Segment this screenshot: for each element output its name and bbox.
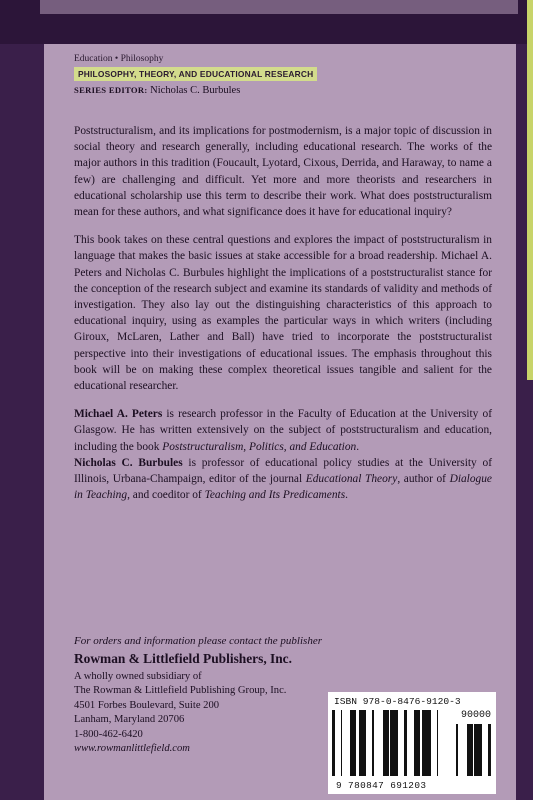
barcode-bar xyxy=(390,710,392,776)
barcode-bar xyxy=(354,710,356,776)
subject-categories: Education • Philosophy xyxy=(74,54,164,64)
bio-text: , author of xyxy=(397,473,450,486)
bio-text: , and coeditor of xyxy=(127,489,205,502)
barcode-bar xyxy=(392,710,395,776)
series-title: PHILOSOPHY, THEORY, AND EDUCATIONAL RESEARCH xyxy=(74,67,317,81)
isbn-barcode xyxy=(328,692,496,794)
barcode-bar xyxy=(479,724,480,776)
barcode-bar xyxy=(416,710,419,776)
author-name-peters: Michael A. Peters xyxy=(74,408,163,421)
barcode-bar xyxy=(396,710,398,776)
description-paragraph-2: This book takes on these central questions and explores the impact of poststructuralism in language that makes the basic issues at stake accessible for a broad readership. Michael A. Peters and Nicholas C. Burbules highlight the implications of a poststructuralist stance for the conception of the research subject and examine its standards of validity and methods of investigation. They also lay out the distinguishing characteristics of this approach to educational inquiry, using as examples the particular ways in which writers (including Giroux, McLaren, Lather and Ball) have tried to incorporate the poststructuralist perspective into their investigations of educational issues. The emphasis throughout this book will be on making these complex theoretical issues tangible and salient for the educational researcher. xyxy=(74,234,492,393)
barcode-bar xyxy=(362,710,365,776)
barcode-bar xyxy=(467,724,468,776)
barcode-bar xyxy=(341,710,342,776)
orders-intro: For orders and information please contact the publisher xyxy=(74,635,322,647)
bio-text: . xyxy=(345,489,348,502)
barcode-bar xyxy=(350,710,353,776)
barcode-bar xyxy=(372,710,374,776)
ean-digits: 9 780847 691203 xyxy=(336,780,427,791)
address-line: The Rowman & Littlefield Publishing Group, Inc. xyxy=(74,685,287,697)
isbn-number: ISBN 978-0-8476-9120-3 xyxy=(334,696,461,707)
author-bio-burbules xyxy=(74,455,492,504)
barcode-bar xyxy=(419,710,420,776)
series-editor xyxy=(74,85,496,96)
barcode-bar xyxy=(470,724,473,776)
series-editor-name: Nicholas C. Burbules xyxy=(150,85,241,96)
barcode-bar xyxy=(383,710,384,776)
barcode-bar xyxy=(353,710,354,776)
barcode-bar xyxy=(422,710,425,776)
address-line: 4501 Forbes Boulevard, Suite 200 xyxy=(74,699,220,711)
barcode-bar xyxy=(474,724,476,776)
address-line: Lanham, Maryland 20706 xyxy=(74,714,185,726)
phone-number: 1-800-462-6420 xyxy=(74,728,143,740)
barcode-bar xyxy=(480,724,482,776)
spine-accent-stripe xyxy=(527,0,533,380)
cover-top-strip xyxy=(0,0,533,44)
series-header xyxy=(74,54,496,96)
bio-text: is research professor in the Faculty of Education at the University of Glasgow. He has written extensively on the subject of poststructuralism and education, including the book xyxy=(74,408,492,453)
description-paragraph-1: Poststructuralism, and its implications for postmodernism, is a major topic of discussion in social theory and research generally, including educational research. The works of the major authors in this tradition (Foucault, Lyotard, Cixous, Derrida, and Haraway, to name a few) are challenging and difficult. Yet more and more theorists and researchers in educational scholarship use this term to describe their work. What does poststructuralism mean for these authors, and what significance does it have for educational inquiry? xyxy=(74,125,492,219)
series-editor-label: SERIES EDITOR: xyxy=(74,85,148,95)
barcode-bar xyxy=(365,710,366,776)
book-title: Teaching and Its Predicaments xyxy=(204,489,346,502)
book-description xyxy=(74,123,492,503)
barcode-bars xyxy=(332,710,444,776)
barcode-bar xyxy=(488,724,491,776)
author-bio-peters xyxy=(74,406,492,455)
barcode-bar xyxy=(456,724,458,776)
barcode-bar xyxy=(359,710,360,776)
bio-text: is professor of educational policy studies at the University of Illinois, Urbana-Champaign, editor of the journal xyxy=(74,456,492,486)
barcode-bar xyxy=(386,710,389,776)
barcode-bar xyxy=(404,710,407,776)
barcode-bar xyxy=(426,710,428,776)
price-barcode-bars xyxy=(452,724,492,776)
address-line: A wholly owned subsidiary of xyxy=(74,671,202,682)
barcode-bar xyxy=(476,724,479,776)
barcode-bar xyxy=(414,710,416,776)
barcode-bar xyxy=(384,710,386,776)
barcode-bar xyxy=(395,710,396,776)
bio-text: . xyxy=(356,440,360,453)
book-title: Poststructuralism, Politics, and Education xyxy=(162,440,357,453)
author-name-burbules: Nicholas C. Burbules xyxy=(74,456,183,469)
barcode-bar xyxy=(428,710,431,776)
cover-top-edge xyxy=(40,0,518,14)
book-title: Dialogue in Teaching xyxy=(74,473,492,502)
barcode-bar xyxy=(360,710,362,776)
publisher-website: www.rowmanlittlefield.com xyxy=(74,743,190,755)
barcode-bar xyxy=(332,710,335,776)
back-cover-panel xyxy=(44,44,516,800)
barcode-bar xyxy=(468,724,470,776)
price-code: 90000 xyxy=(460,710,491,721)
barcode-bar xyxy=(437,710,438,776)
journal-title: Educational Theory xyxy=(305,473,398,486)
barcode-bar xyxy=(425,710,426,776)
publisher-name: Rowman & Littlefield Publishers, Inc. xyxy=(74,651,292,666)
